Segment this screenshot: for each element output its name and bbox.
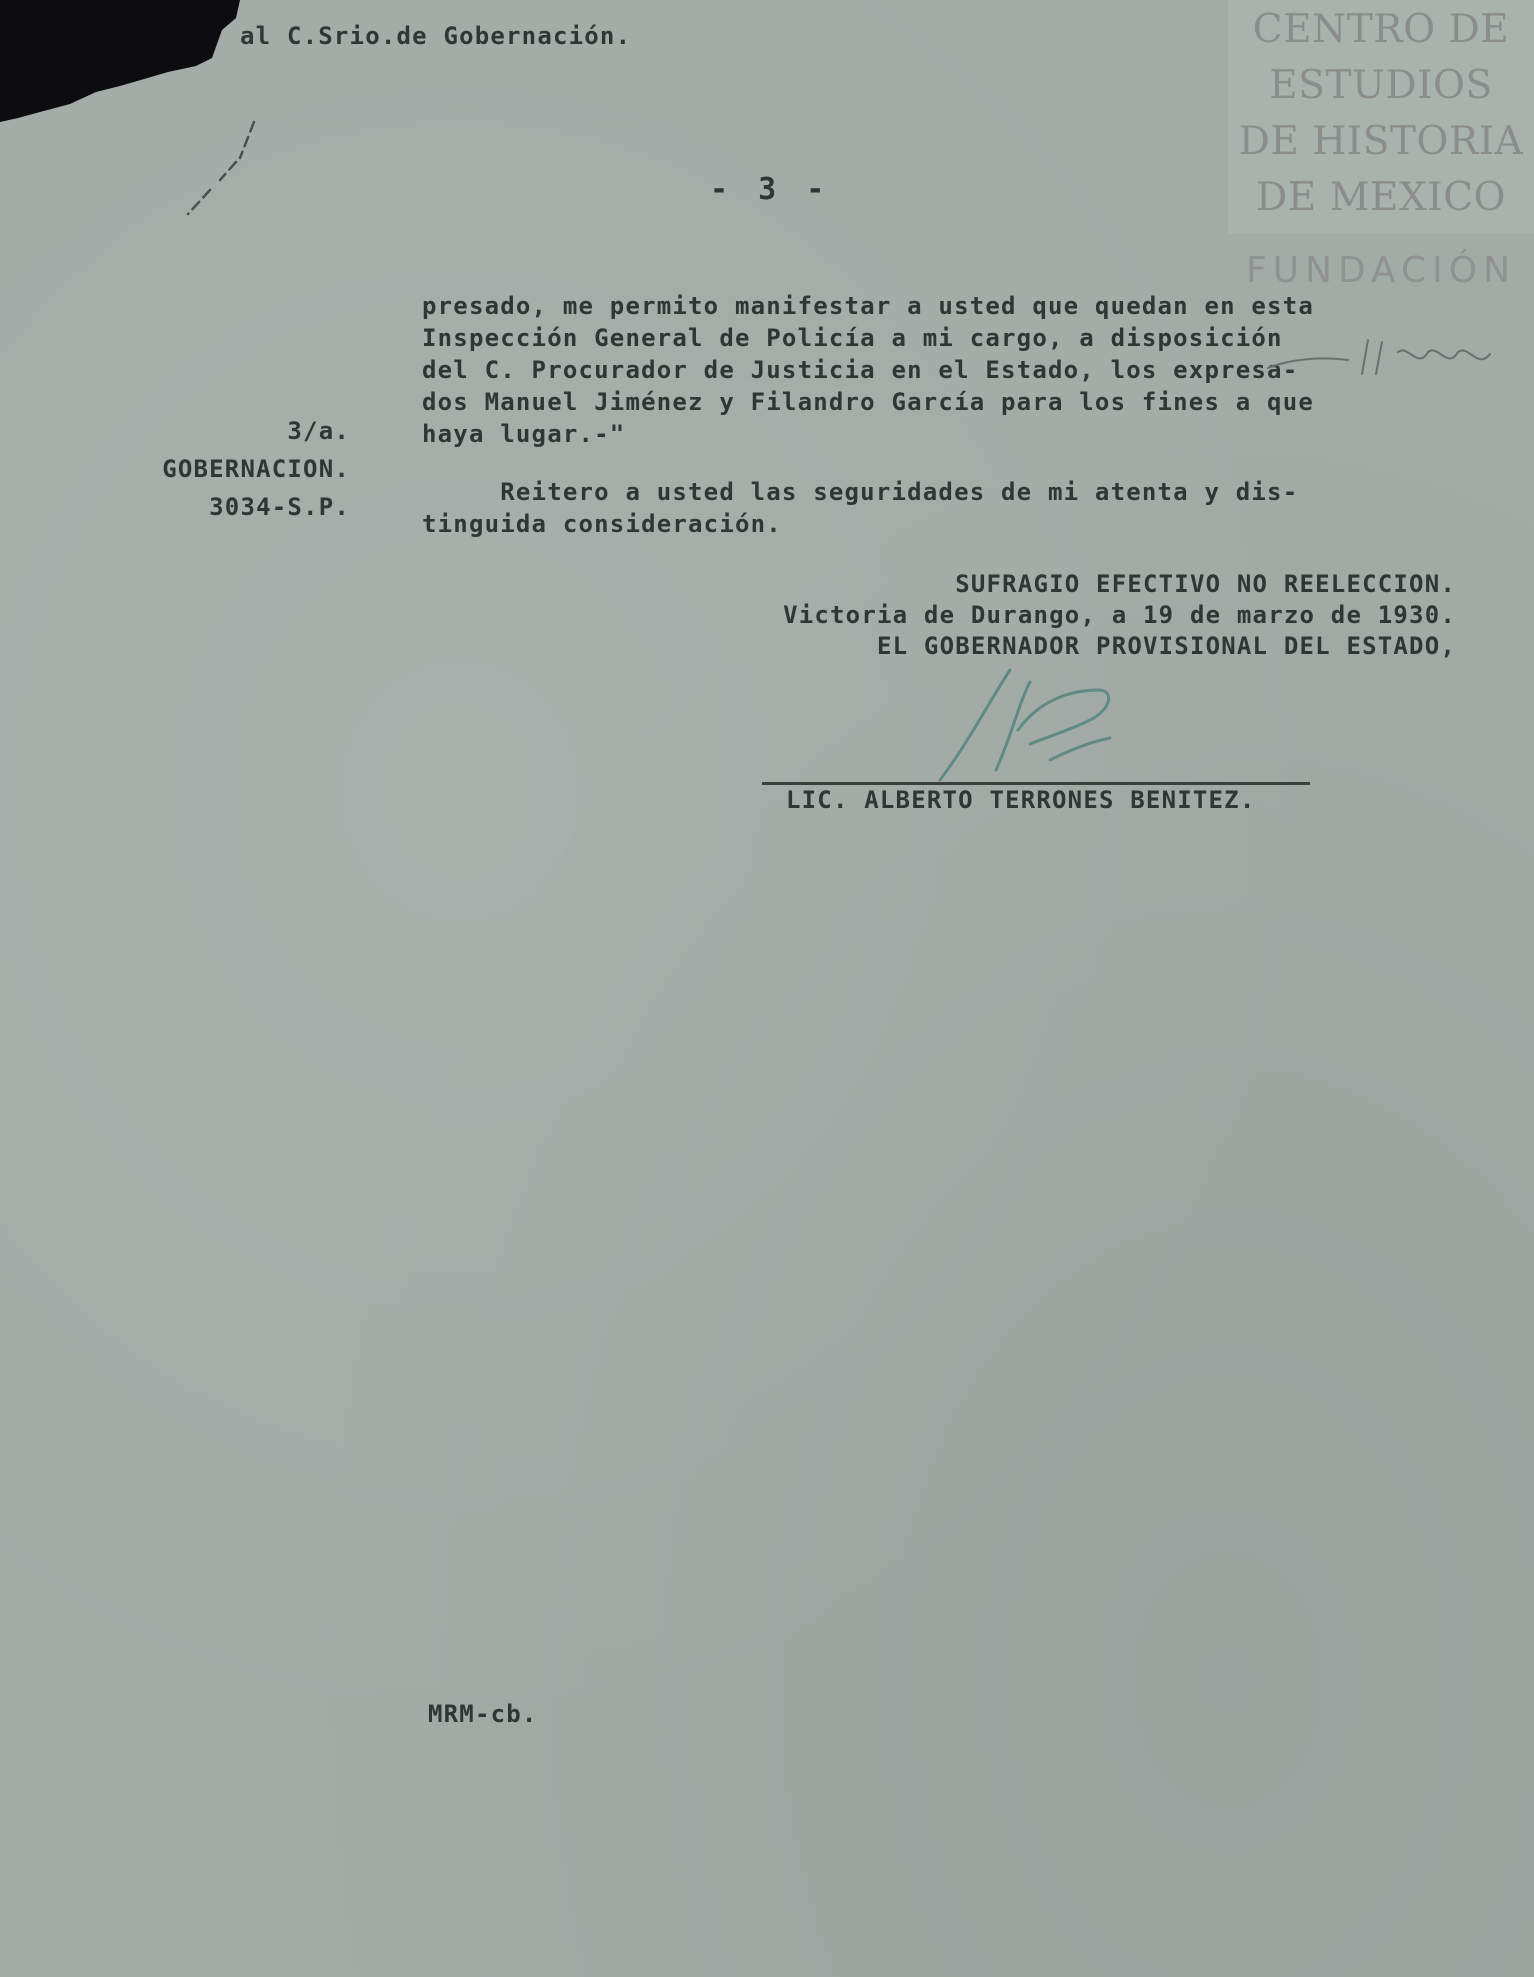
watermark-block — [1228, 0, 1534, 234]
watermark-footer: FUNDACIÓN — [1245, 250, 1517, 291]
watermark-line: CENTRO DE — [1252, 7, 1510, 52]
handwritten-signature — [900, 660, 1130, 790]
body-line: del C. Procurador de Justicia en el Estado, los expresa- — [422, 356, 1299, 384]
margin-reference — [130, 412, 350, 526]
body-paragraph — [422, 290, 1314, 450]
pencil-mark — [180, 110, 280, 220]
body-line: Inspección General de Policía a mi cargo, a disposición — [422, 324, 1283, 352]
margin-reference-line: 3/a. — [287, 417, 350, 445]
signature-line — [762, 782, 1310, 785]
watermark-line: ESTUDIOS — [1269, 63, 1493, 108]
motto-line: Victoria de Durango, a 19 de marzo de 1930. — [783, 601, 1456, 629]
body-line: dos Manuel Jiménez y Filandro García para los fines a que — [422, 388, 1315, 416]
motto-block — [676, 569, 1456, 662]
motto-line: SUFRAGIO EFECTIVO NO REELECCION. — [955, 570, 1456, 598]
archive-watermark — [1228, 0, 1534, 291]
watermark-line: DE MEXICO — [1255, 175, 1507, 220]
body-line: presado, me permito manifestar a usted que quedan en esta — [422, 292, 1315, 320]
signer-name: LIC. ALBERTO TERRONES BENITEZ. — [786, 786, 1256, 814]
handwritten-annotation — [1258, 330, 1498, 380]
motto-line: EL GOBERNADOR PROVISIONAL DEL ESTADO, — [876, 632, 1456, 660]
watermark-line: DE HISTORIA — [1238, 119, 1524, 164]
margin-reference-line: 3034-S.P. — [209, 493, 350, 521]
typist-initials: MRM-cb. — [428, 1700, 538, 1728]
closing-line: Reitero a usted las seguridades de mi atenta y dis- — [422, 478, 1299, 506]
addressee-line: al C.Srio.de Gobernación. — [240, 22, 632, 50]
body-line: haya lugar.-" — [422, 420, 626, 448]
page-number: - 3 - — [710, 172, 831, 207]
margin-reference-line: GOBERNACION. — [162, 455, 350, 483]
closing-line: tinguida consideración. — [422, 510, 782, 538]
closing-paragraph — [422, 476, 1298, 540]
